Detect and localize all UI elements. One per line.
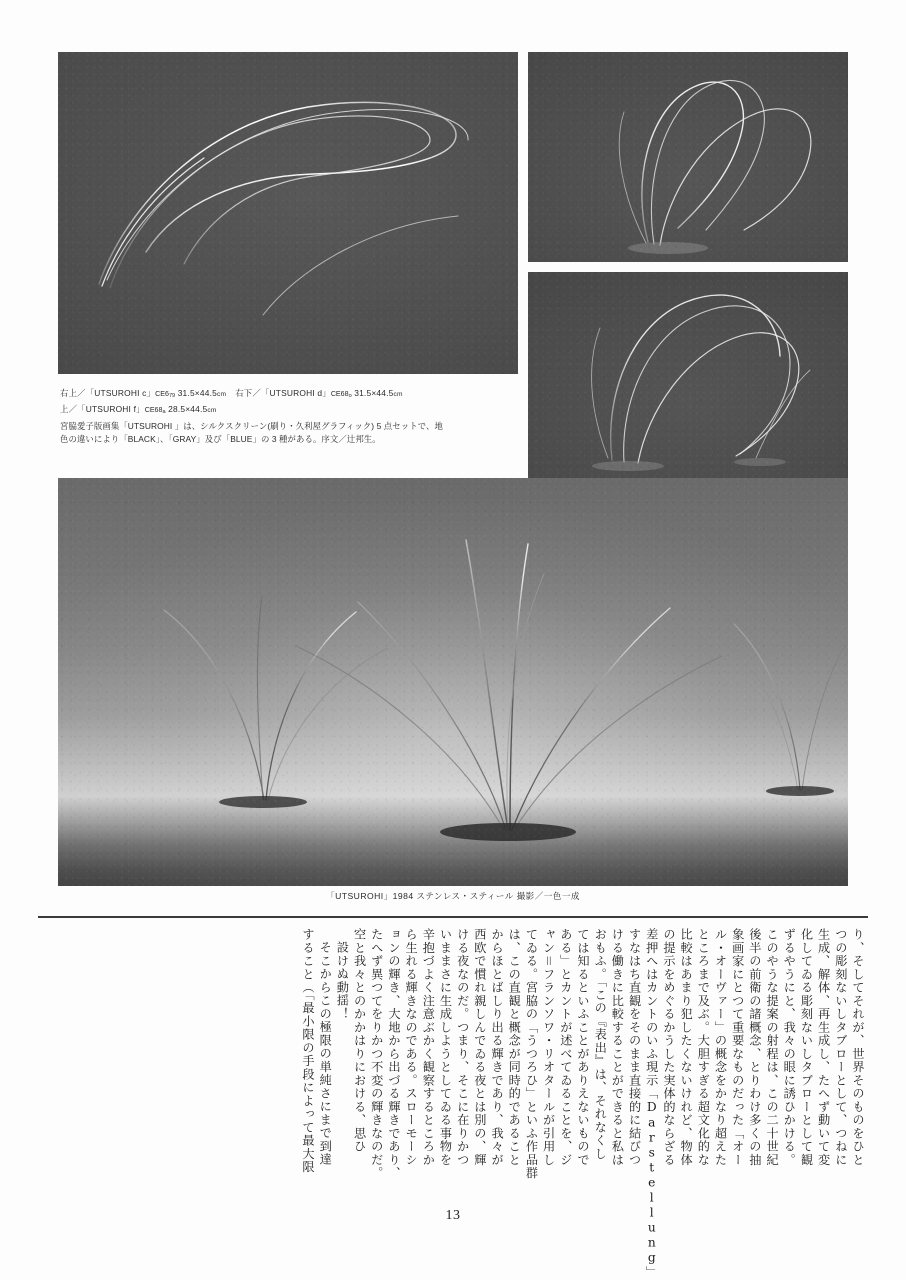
print-c-code-sub: 79: [168, 393, 176, 399]
utsurohi-installation-artwork: [58, 478, 848, 886]
photo-plate-utsurohi-f: [58, 52, 518, 374]
print-f-dimensions: 28.5×44.5: [168, 404, 208, 415]
photo-plate-utsurohi-d: [528, 272, 848, 480]
base-plate-left: [219, 796, 307, 808]
page-number: 13: [445, 1208, 461, 1223]
print-c-position: 右上／「UTSUROHI c」: [60, 388, 156, 398]
essay-column: ところまで及ぶ。大胆すぎる超文化的な: [696, 928, 711, 1167]
print-caption-line-2: [60, 403, 530, 419]
print-f-unit: cm: [207, 407, 217, 415]
essay-column: ら生れる輝きなのである。スローモーシ: [404, 928, 419, 1167]
essay-column: てゐる。宮脇の「うつろひ」といふ作品群: [524, 928, 539, 1180]
print-f-code-sub: a: [162, 409, 166, 416]
base-plate-center: [440, 823, 576, 841]
essay-column: すること（「最小限の手段によって最大限: [301, 928, 315, 1174]
essay-column: 辛抱づよく注意ぶかく観察するところか: [421, 928, 436, 1167]
essay-column: ャン＝フランソワ・リオタールが引用し: [541, 928, 556, 1167]
essay-column: ける夜なのだ。つまり、そこに在りかつ: [455, 928, 470, 1167]
essay-column: 比較はあまり犯したくないけれど、物体: [679, 928, 694, 1167]
essay-column: 空と我々とのかかはりにおける、思ひ: [352, 928, 367, 1154]
essay-column: 差押へはカントのいふ現示「Darstellung」: [644, 928, 659, 1280]
base-plate-right: [766, 786, 834, 796]
essay-column: 化してゐる彫刻ないしタブローとして観: [799, 928, 814, 1167]
print-c-dimensions: 31.5×44.5: [177, 388, 217, 398]
print-d-unit: cm: [393, 391, 403, 398]
print-f-code: CE68: [144, 406, 163, 415]
essay-column: からほとばしり出る輝きであり、我々が: [490, 928, 505, 1167]
essay-column: ける働きに比較することができると私は: [610, 928, 625, 1167]
essay-column: 西欧で慣れ親しんでゐる夜とは別の、輝: [472, 928, 487, 1167]
essay-column: ョンの輝き、大地から出づる輝きであり、: [386, 928, 401, 1180]
print-f-position: 上／「UTSUROHI f」: [60, 404, 145, 415]
essay-column: たへず異つてをりかつ不変の輝きなのだ。: [369, 928, 384, 1180]
installation-caption: 「UTSUROHI」1984 ステンレス・スティール 撮影／一色一成: [326, 891, 580, 901]
essay-column: つの彫刻ないしタブローとして、つねに: [833, 928, 848, 1167]
essay-column: このやうな提案の射程は、この二十世紀: [765, 928, 780, 1167]
essay-column: ずるやうにと、我々の眼に誘ひかける。: [782, 928, 797, 1167]
essay-column: すなはち直観をそのまま直接的に結びつ: [627, 928, 642, 1167]
section-divider-rule: [38, 916, 868, 918]
print-d-code-sub: o: [348, 393, 352, 399]
essay-column: 設けぬ動揺！: [335, 941, 350, 1021]
print-c-unit: cm: [217, 391, 227, 398]
utsurohi-c-artwork: [528, 52, 848, 262]
essay-column: ては知るといふことがありえないもので: [576, 928, 590, 1167]
utsurohi-f-artwork: [58, 52, 518, 374]
photo-plate-utsurohi-c: [528, 52, 848, 262]
essay-column: おもふ。「この『表出』は、それなくし: [593, 928, 608, 1161]
print-caption-line-1: [60, 387, 530, 403]
essay-column: そこからこの極限の単純さにまで到達: [318, 941, 333, 1167]
print-d-code: CE68: [330, 390, 349, 398]
print-caption-block: [60, 387, 530, 447]
essay-column: ル・オーヴァー」の概念をかなり超えた: [713, 928, 728, 1167]
essay-column: ある」とカントが述べてゐることを、ジ: [558, 928, 573, 1167]
print-c-code: CE6: [155, 390, 169, 398]
utsurohi-d-artwork: [528, 272, 848, 480]
print-caption-line-3: 宮脇愛子版画集「UTSUROHI 」は、シルクスクリーン(刷り・久利屋グラフィック) 5 点セットで、地: [60, 420, 443, 431]
essay-column: いままさに生成しようとしてゐる事物を: [438, 928, 453, 1167]
print-d-position: 右下／「UTSUROHI d」: [235, 388, 331, 398]
essay-column: 生成、解体、再生成し、たへず動いて変: [816, 928, 831, 1167]
photo-plate-utsurohi-installation: [58, 478, 848, 886]
essay-column: の提示をめぐるかうした実体的ならざる: [661, 928, 676, 1167]
essay-column: 後半の前衛の諸概念、とりわけ多くの抽: [747, 928, 762, 1167]
print-caption-line-4: 色の違いにより「BLACK」、「GRAY」及び「BLUE」の 3 種がある。序文／辻邦生。: [60, 434, 381, 445]
essay-column: 象画家にとつて重要なものだった「オー: [730, 928, 745, 1167]
essay-column: り、そしてそれが、世界そのものをひと: [851, 928, 865, 1167]
print-d-dimensions: 31.5×44.5: [354, 388, 394, 398]
essay-column: は、この直観と概念が同時的であること: [507, 928, 522, 1167]
